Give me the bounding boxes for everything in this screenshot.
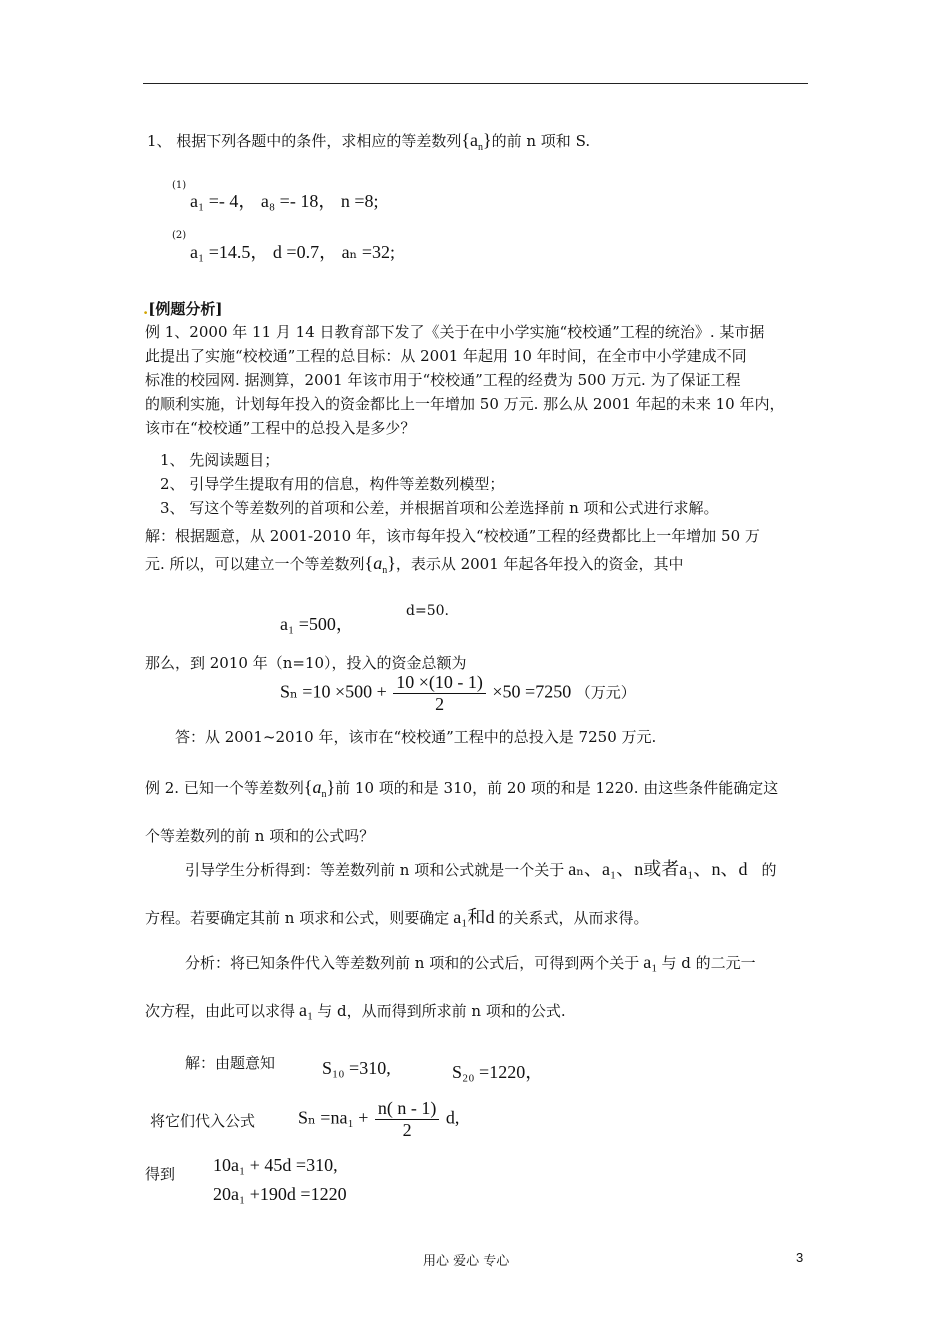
example1-line: 此提出了实施“校校通”工程的总目标：从 2001 年起用 10 年时间，在全市中小学建成不同 bbox=[145, 347, 747, 365]
sum-formula: Sₙ =10 ×500 + $\frac{10 \times(10 - 1)}{2}$ ×50 =7250 （万元） bbox=[280, 672, 636, 714]
s10-value: S₁₀ =310, bbox=[322, 1058, 391, 1078]
example1-answer: 答：从 2001~2010 年，该市在“校校通”工程中的总投入是 7250 万元. bbox=[175, 728, 657, 746]
header-rule bbox=[143, 83, 808, 84]
formula-fraction: $\frac{n( n - 1)}{2}$ bbox=[375, 1098, 439, 1141]
d-value: d=50. bbox=[406, 603, 449, 619]
a1-value: a₁ =500， bbox=[280, 614, 354, 634]
example1-steps bbox=[160, 448, 719, 520]
example1-problem bbox=[145, 320, 785, 440]
page-number: 3 bbox=[796, 1250, 804, 1265]
sequence-symbol: $\{a_n\}$ bbox=[364, 553, 396, 576]
example1-line: 例 1、2000 年 11 月 14 日教育部下发了《关于在中小学实施“校校通”工程的统治》. 某市据 bbox=[145, 323, 765, 341]
example1-line: 该市在“校校通”工程中的总投入是多少？ bbox=[145, 419, 416, 437]
step-item: 2、 引导学生提取有用的信息，构件等差数列模型； bbox=[160, 475, 505, 493]
example1-line: 标准的校园网. 据测算，2001 年该市用于“校校通”工程的经费为 500 万元. 为了保证工程 bbox=[145, 371, 741, 389]
get-label: 得到 bbox=[145, 1165, 176, 1183]
step-item: 3、 写这个等差数列的首项和公差，并根据首项和公差选择前 n 项和公式进行求解。 bbox=[160, 499, 719, 517]
analysis-line1: 分析：将已知条件代入等差数列前 n 项和的公式后，可得到两个关于 a₁ 与 d 的二元一 bbox=[185, 952, 756, 972]
then-line: 那么，到 2010 年（n=10），投入的资金总额为 bbox=[145, 654, 467, 672]
part2-conditions: a₁ =14.5， d =0.7， aₙ =32; bbox=[190, 242, 395, 262]
exercise-intro bbox=[147, 130, 590, 153]
example1-solution-line1: 解：根据题意，从 2001-2010 年，该市每年投入“校校通”工程的经费都比上一年增加 50 万 bbox=[145, 527, 760, 545]
sequence-symbol: $\{a_n\}$ bbox=[461, 130, 492, 153]
s20-value: S₂₀ =1220， bbox=[452, 1062, 544, 1082]
example1-line: 的顺利实施，计划每年投入的资金都比上一年增加 50 万元. 那么从 2001 年起的未来 10 年内， bbox=[145, 395, 785, 413]
sum-fraction: $\frac{10 \times(10 - 1)}{2}$ bbox=[393, 672, 486, 715]
sequence-symbol: $\{a_n\}$ bbox=[303, 777, 336, 800]
part2-number: (2) bbox=[172, 230, 187, 241]
equation-1: 10a₁ + 45d =310, bbox=[213, 1155, 338, 1175]
part1-number: (1) bbox=[172, 180, 187, 191]
example2-solution-label: 解：由题意知 bbox=[185, 1054, 276, 1072]
equation-2: 20a₁ +190d =1220 bbox=[213, 1184, 347, 1204]
sum-general-formula: Sₙ =na₁ + $\frac{n( n - 1)}{2}$ d, bbox=[298, 1098, 460, 1140]
part1-conditions: a₁ =- 4， a₈ =- 18， n =8; bbox=[190, 191, 379, 211]
exercise-intro-tail: 的前 n 项和 S. bbox=[491, 132, 591, 150]
example2-line2: 个等差数列的前 n 项和的公式吗？ bbox=[145, 827, 375, 845]
section-heading: .[例题分析] bbox=[143, 300, 223, 318]
guide-line: 引导学生分析得到：等差数列前 n 项和公式就是一个关于 aₙ、a₁、n或者a₁、n、d 的 bbox=[185, 859, 777, 879]
equation-line: 方程。若要确定其前 n 项求和公式，则要确定 a₁和d 的关系式，从而求得。 bbox=[145, 907, 649, 927]
example1-solution-line2: 元. 所以，可以建立一个等差数列$\{a_n\}$，表示从 2001 年起各年投入的资金，其中 bbox=[145, 553, 684, 576]
example2-line1: 例 2. 已知一个等差数列$\{a_n\}$前 10 项的和是 310，前 20 项的和是 1220. 由这些条件能确定这 bbox=[145, 777, 779, 800]
analysis-line2: 次方程，由此可以求得 a₁ 与 d，从而得到所求前 n 项和的公式. bbox=[145, 1000, 566, 1020]
exercise-intro-text: 1、 根据下列各题中的条件，求相应的等差数列 bbox=[147, 132, 462, 150]
substitute-label: 将它们代入公式 bbox=[150, 1112, 256, 1130]
step-item: 1、 先阅读题目； bbox=[160, 451, 280, 469]
footer-text: 用心 爱心 专心 bbox=[423, 1254, 510, 1269]
